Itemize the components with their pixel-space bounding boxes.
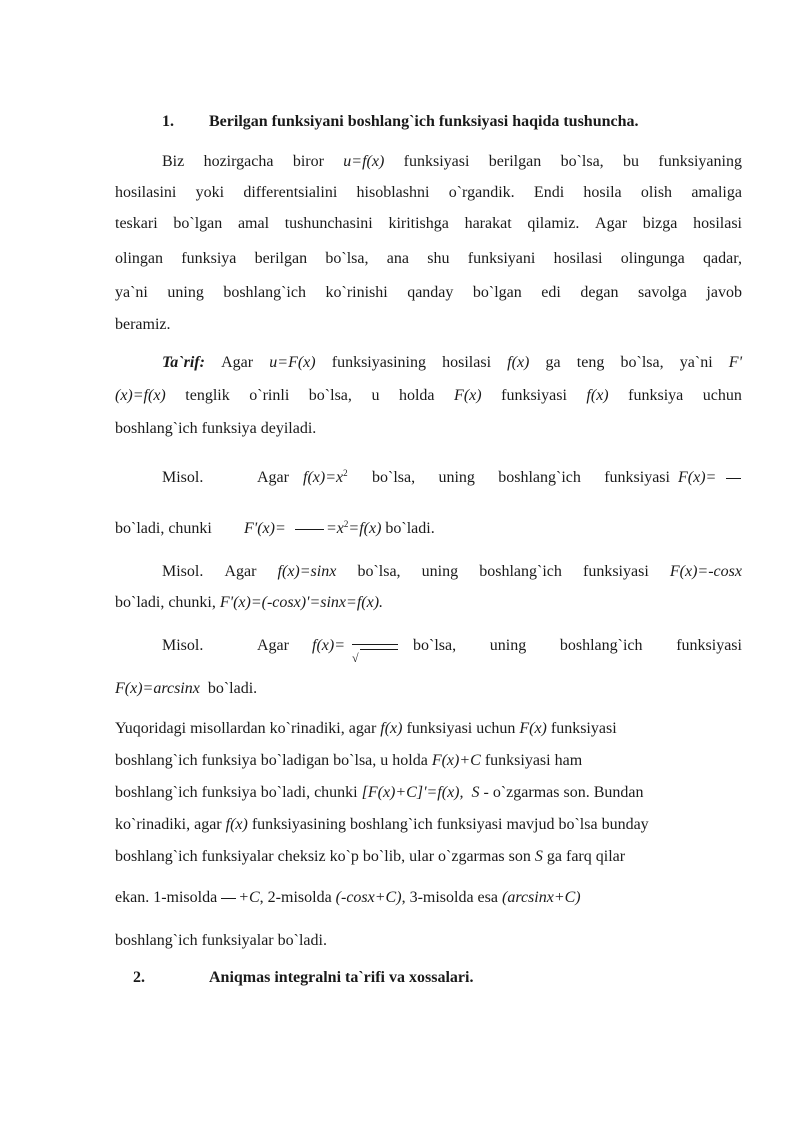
definition-line: boshlang`ich funksiya deyiladi. [115, 420, 317, 437]
fraction-bar [221, 898, 236, 899]
example-line: bo`ladi, chunki, F'(x)=(-cosx)'=sinx=f(x). [115, 594, 384, 611]
fraction-bar [726, 478, 741, 479]
text-line: olingan funksiya berilgan bo`lsa, ana shu funksiyani hosilasi olingunga qadar, [115, 250, 742, 267]
definition-label: Ta`rif: [162, 354, 205, 371]
heading-number: 1. [162, 113, 174, 130]
section-heading-1 [0, 113, 800, 135]
example-label: Misol. [162, 637, 204, 654]
text-line: boshlang`ich funksiya bo`ladigan bo`lsa, u holda F(x)+C funksiyasi ham [115, 752, 583, 769]
example-label: Misol. [162, 469, 204, 486]
fraction-bar [295, 529, 324, 530]
definition-line: (x)=f(x) tenglik o`rinli bo`lsa, u holda F(x) funksiyasi f(x) funksiya uchun [115, 387, 742, 404]
example-line: F(x)=arcsinx bo`ladi. [115, 680, 258, 697]
text-line: Biz hozirgacha biror u=f(x) funksiyasi berilgan bo`lsa, bu funksiyaning [162, 153, 742, 170]
example-line: Misol. Agar f(x)=sinx bo`lsa, uning boshlang`ich funksiyasi F(x)=-cosx [162, 563, 742, 580]
heading-text: Berilgan funksiyani boshlang`ich funksiyasi haqida tushuncha. [209, 113, 639, 130]
definition-line: Ta`rif: Agar u=F(x) funksiyasining hosilasi f(x) ga teng bo`lsa, ya`ni F' [162, 354, 742, 371]
text-line: ko`rinadiki, agar f(x) funksiyasining boshlang`ich funksiyasi mavjud bo`lsa bunday [115, 816, 649, 833]
sqrt-bar [360, 649, 398, 650]
section-heading-2 [0, 969, 800, 991]
text-line: beramiz. [115, 316, 171, 333]
text-line: boshlang`ich funksiya bo`ladi, chunki [F(x)+C]'=f(x), S - o`zgarmas son. Bundan [115, 784, 644, 801]
heading-text: Aniqmas integralni ta`rifi va xossalari. [209, 969, 474, 986]
fraction-bar [352, 644, 398, 645]
text-line: hosilasini yoki differentsialini hisoblashni o`rgandik. Endi hosila olish amaliga [115, 184, 742, 201]
text-line: boshlang`ich funksiyalar cheksiz ko`p bo`lib, ular o`zgarmas son S ga farq qilar [115, 848, 626, 865]
sqrt-icon: √ [352, 651, 359, 665]
text-line: Yuqoridagi misollardan ko`rinadiki, agar f(x) funksiyasi uchun F(x) funksiyasi [115, 720, 617, 737]
text-line: ekan. 1-misolda +C, 2-misolda (-cosx+C), 3-misolda esa (arcsinx+C) [115, 889, 581, 906]
example-line: Misol. Agar f(x)= √ bo`lsa, uning boshlang`ich funksiyasi [162, 636, 742, 660]
text-line: teskari bo`lgan amal tushunchasini kiritishga harakat qilamiz. Agar bizga hosilasi [115, 215, 742, 232]
text-line: ya`ni uning boshlang`ich ko`rinishi qanday bo`lgan edi degan savolga javob [115, 284, 742, 301]
text-line: boshlang`ich funksiyalar bo`ladi. [115, 932, 327, 949]
heading-number: 2. [133, 969, 145, 986]
